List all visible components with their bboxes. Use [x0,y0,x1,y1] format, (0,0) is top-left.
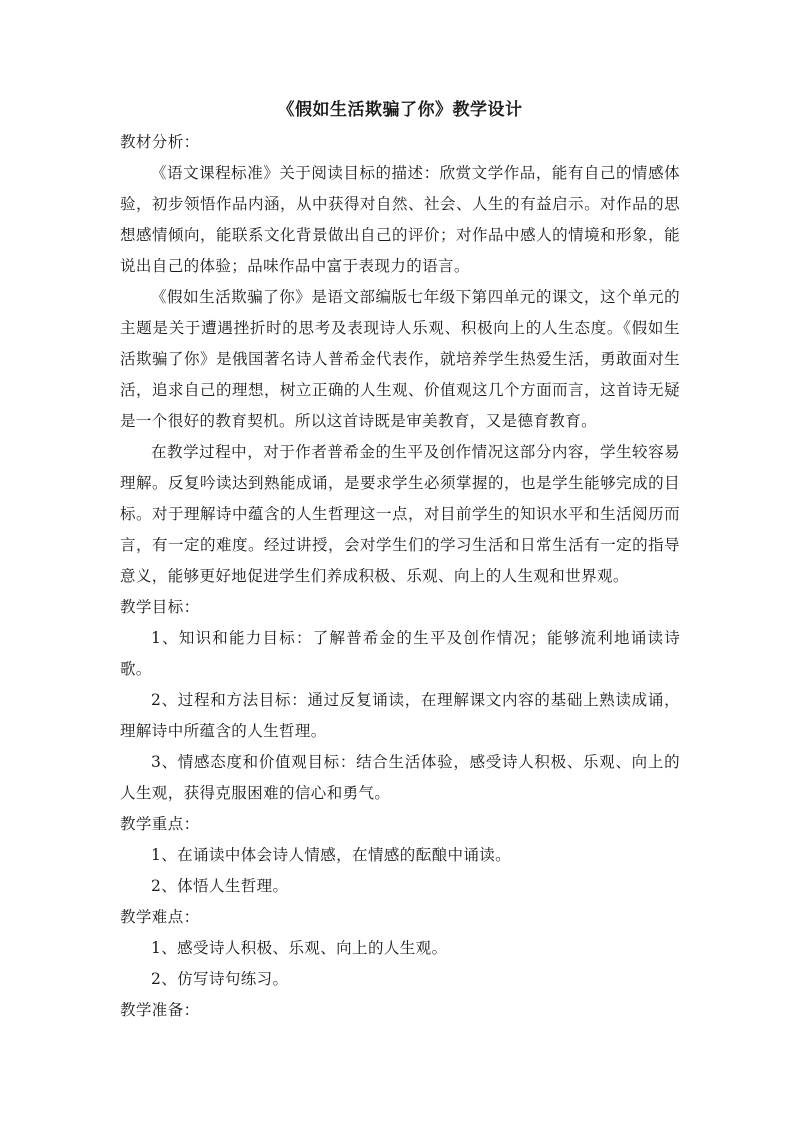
analysis-paragraph-2: 《假如生活欺骗了你》是语文部编版七年级下第四单元的课文，这个单元的主题是关于遭遇挫折时的思考及表现诗人乐观、积极向上的人生态度。《假如生活欺骗了你》是俄国著名诗人普希金代表作，就培养学生热爱生活，勇敢面对生活，追求自己的理想，树立正确的人生观、价值观这几个方面而言，这首诗无疑是一个很好的教育契机。所以这首诗既是审美教育，又是德育教育。 [120,288,680,430]
key-point-item-1: 1、在诵读中体会诗人情感，在情感的酝酿中诵读。 [151,846,512,864]
section-heading-analysis: 教材分析： [120,133,200,151]
section-heading-preparation: 教学准备： [120,1001,200,1019]
difficulty-item-2: 2、仿写诗句练习。 [151,970,289,988]
section-preparation [120,995,680,1026]
section-objectives [120,592,680,809]
document-body [120,93,680,1026]
section-heading-objectives: 教学目标： [120,598,200,616]
section-analysis [120,127,680,592]
document-title: 《假如生活欺骗了你》教学设计 [277,100,523,120]
difficulty-item-1: 1、感受诗人积极、乐观、向上的人生观。 [151,939,448,957]
key-point-item-2: 2、体悟人生哲理。 [151,877,289,895]
section-heading-difficulties: 教学难点： [120,908,200,926]
analysis-paragraph-1: 《语文课程标准》关于阅读目标的描述：欣赏文学作品，能有自己的情感体验，初步领悟作品内涵，从中获得对自然、社会、人生的有益启示。对作品的思想感情倾向，能联系文化背景做出自己的评价；对作品中感人的情境和形象，能说出自己的体验；品味作品中富于表现力的语言。 [120,164,680,275]
analysis-paragraph-3: 在教学过程中，对于作者普希金的生平及创作情况这部分内容，学生较容易理解。反复吟读达到熟能成诵，是要求学生必须掌握的，也是学生能够完成的目标。对于理解诗中蕴含的人生哲理这一点，对目前学生的知识水平和生活阅历而言，有一定的难度。经过讲授，会对学生们的学习生活和日常生活有一定的指导意义，能够更好地促进学生们养成积极、乐观、向上的人生观和世界观。 [120,443,680,585]
objective-item-3: 3、情感态度和价值观目标：结合生活体验，感受诗人积极、乐观、向上的人生观，获得克服困难的信心和勇气。 [120,753,680,802]
objective-item-2: 2、过程和方法目标：通过反复诵读，在理解课文内容的基础上熟读成诵，理解诗中所蕴含的人生哲理。 [120,691,680,740]
section-difficulties [120,902,680,995]
objective-item-1: 1、知识和能力目标：了解普希金的生平及创作情况；能够流利地诵读诗歌。 [120,629,680,678]
section-key-points [120,809,680,902]
section-heading-key-points: 教学重点： [120,815,200,833]
